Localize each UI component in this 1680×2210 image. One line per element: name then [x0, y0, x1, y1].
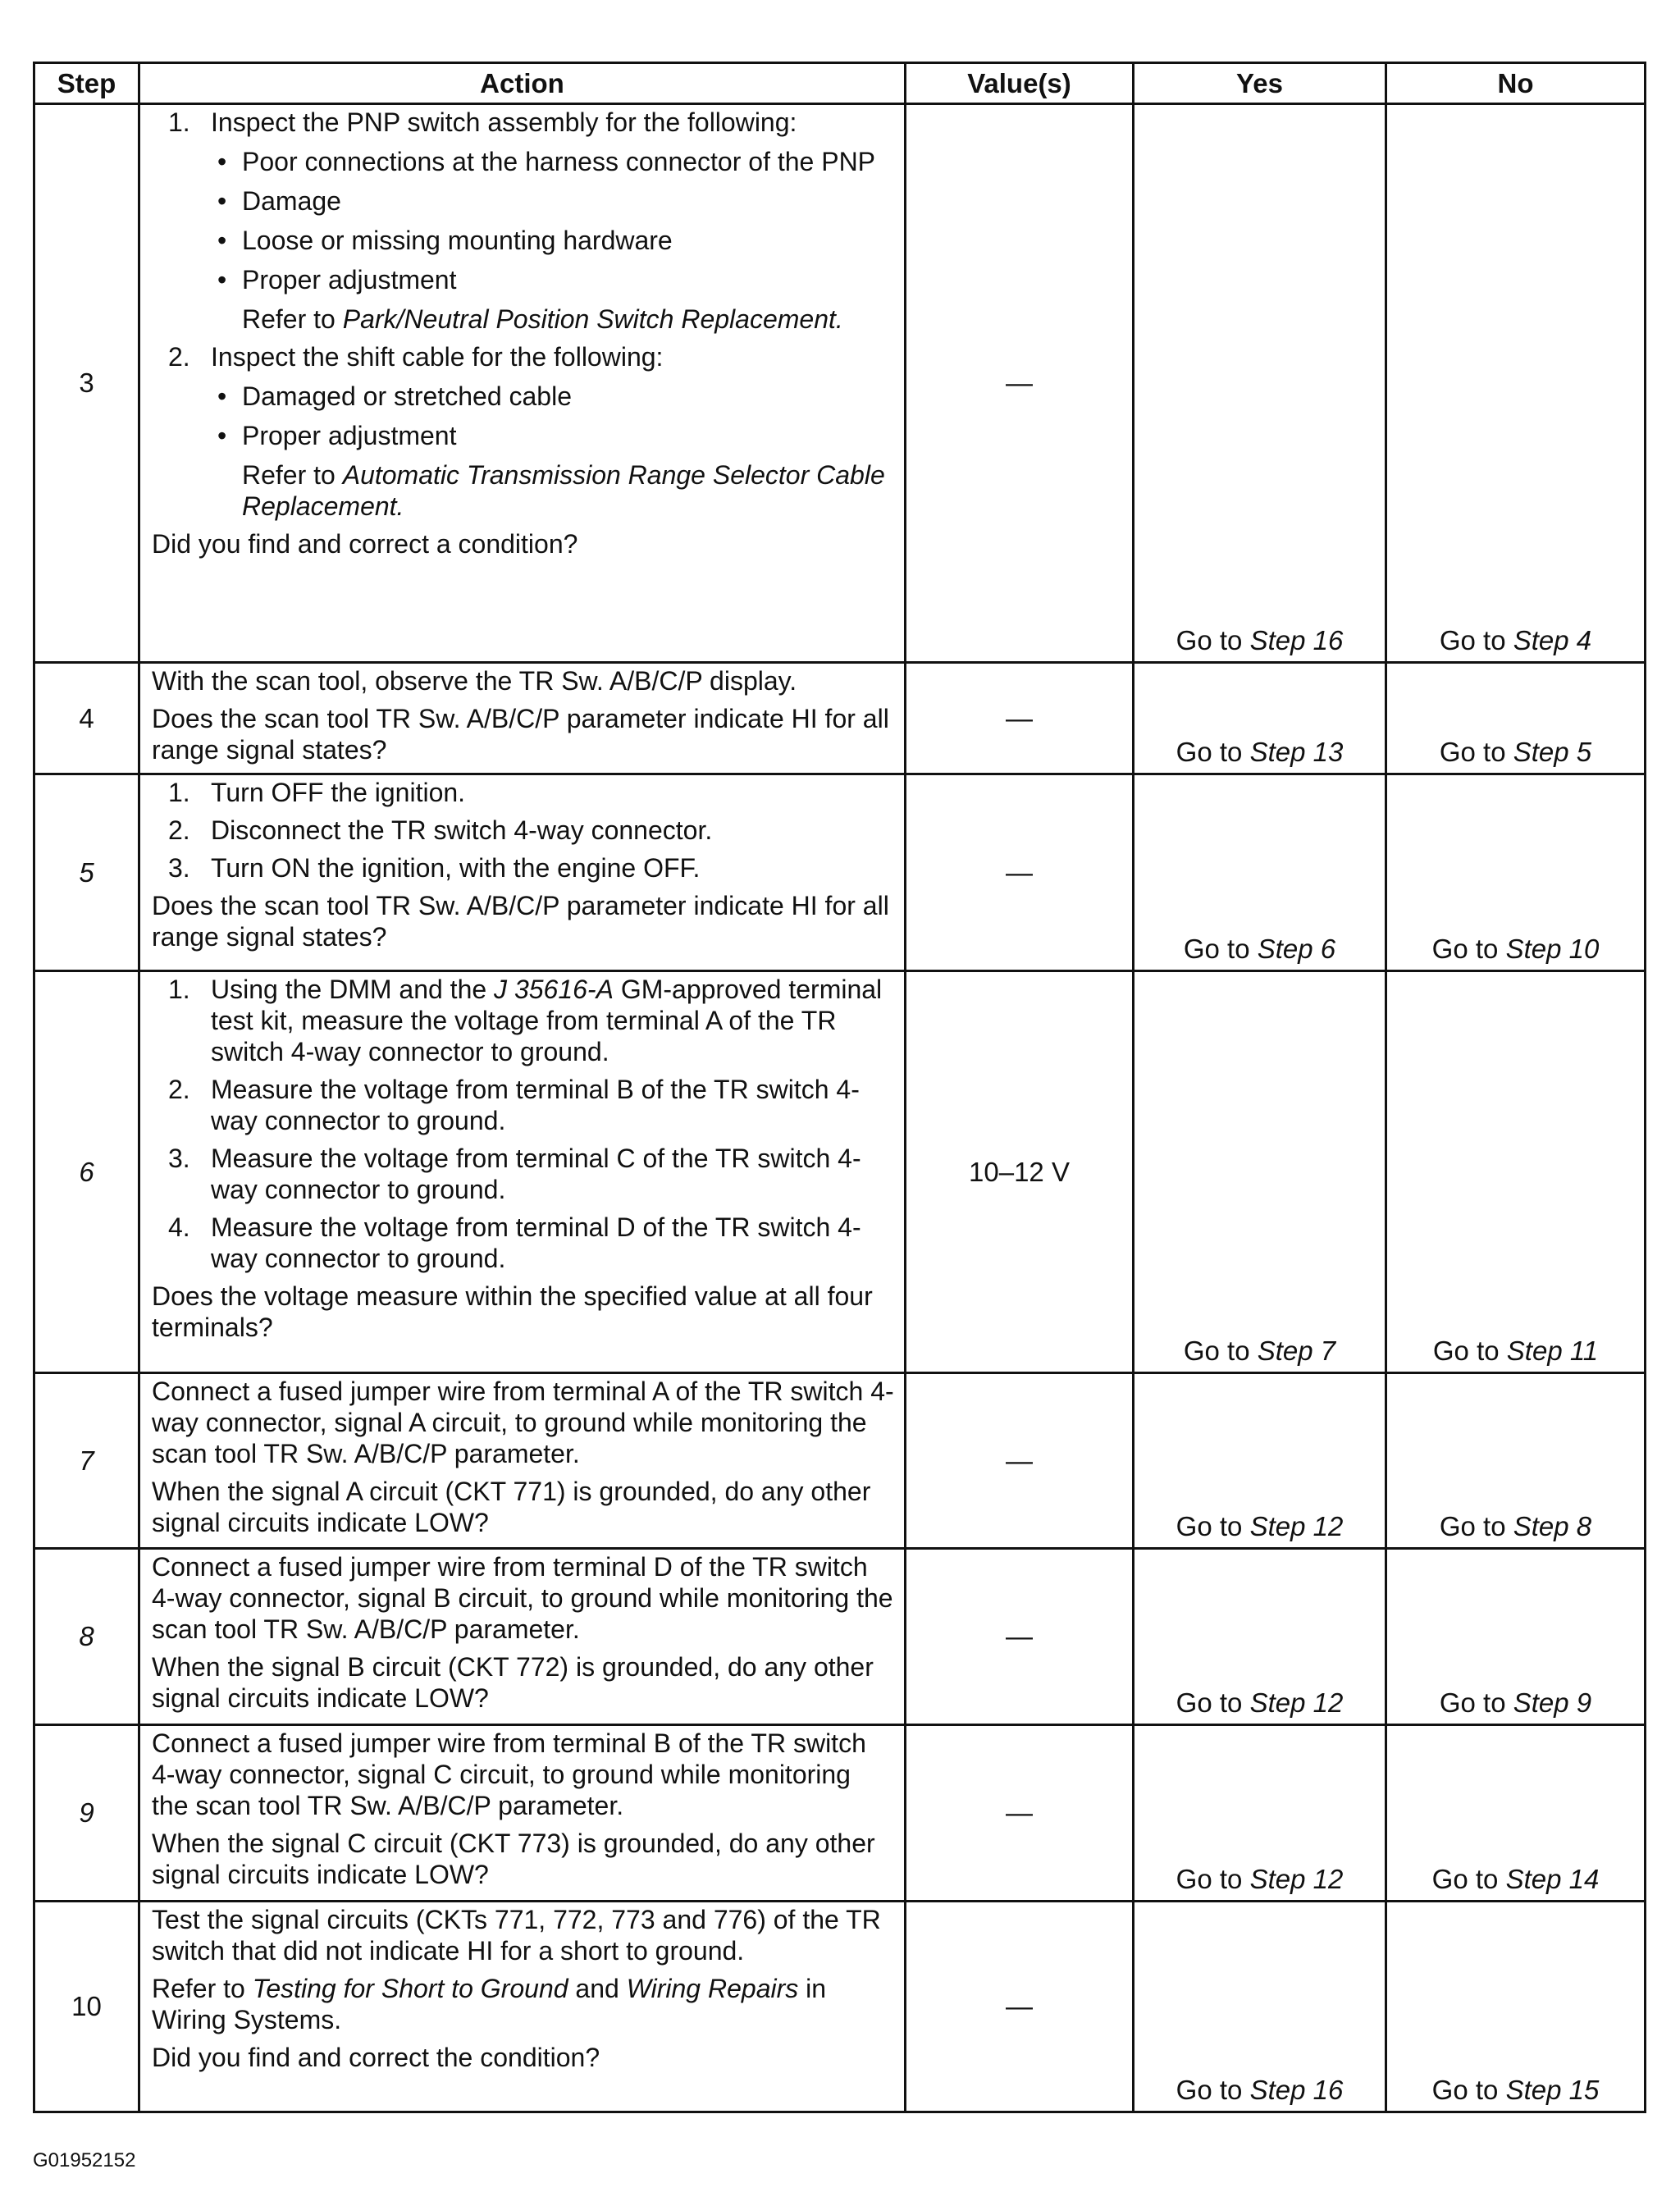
table-row [34, 1373, 1646, 1549]
action-text: Test the signal circuits (CKTs 771, 772, 773 and 776) of the TR switch that did not indicate HI for a short to ground. [152, 1905, 881, 1966]
yes-step-link: Step 12 [1249, 1687, 1344, 1718]
question-text: Does the scan tool TR Sw. A/B/C/P parameter indicate HI for all range signal states? [152, 891, 889, 952]
bullet-item: • Damage [217, 186, 341, 216]
yes-step-link: Step 7 [1257, 1336, 1336, 1366]
no-cell: Go to Step 15 [1386, 1902, 1646, 2112]
table-row [34, 1725, 1646, 1902]
yes-cell: Go to Step 16 [1134, 104, 1386, 663]
no-cell: Go to Step 5 [1386, 663, 1646, 774]
header-yes: Yes [1134, 63, 1386, 104]
value-cell: — [906, 1373, 1134, 1549]
yes-step-link: Step 12 [1249, 1864, 1344, 1894]
no-step-link: Step 10 [1505, 934, 1600, 964]
question-text: When the signal A circuit (CKT 771) is grounded, do any other signal circuits indicate LOW? [152, 1477, 871, 1537]
step-number: 5 [34, 774, 139, 971]
value-cell: — [906, 1725, 1134, 1902]
bullet-item: • Proper adjustment [217, 421, 457, 450]
step-number: 10 [34, 1902, 139, 2112]
question-text: Did you find and correct the condition? [152, 2043, 600, 2072]
numbered-item: 1. Using the DMM and the J 35616-A GM-approved terminal test kit, measure the voltage from terminal A of the TR switch 4-way connector to ground. [168, 975, 883, 1066]
numbered-item: 1. Inspect the PNP switch assembly for the following: [168, 107, 797, 137]
value-cell: — [906, 774, 1134, 971]
no-step-link: Step 4 [1513, 625, 1592, 655]
action-text: Connect a fused jumper wire from terminal A of the TR switch 4-way connector, signal A circuit, to ground while monitoring the scan tool TR Sw. A/B/C/P parameter. [152, 1377, 894, 1468]
numbered-item: 2. Inspect the shift cable for the following: [168, 342, 664, 372]
action-cell [139, 1373, 906, 1549]
yes-cell: Go to Step 7 [1134, 971, 1386, 1373]
value-cell: — [906, 1549, 1134, 1725]
reference-text: Refer to Testing for Short to Ground and Wiring Repairs in Wiring Systems. [152, 1974, 827, 2034]
yes-cell: Go to Step 12 [1134, 1373, 1386, 1549]
value-cell: 10–12 V [906, 971, 1134, 1373]
no-step-link: Step 9 [1513, 1687, 1592, 1718]
no-cell: Go to Step 14 [1386, 1725, 1646, 1902]
table-row [34, 663, 1646, 774]
value-cell: — [906, 104, 1134, 663]
yes-step-link: Step 13 [1249, 737, 1344, 767]
numbered-item: 2. Measure the voltage from terminal B of the TR switch 4-way connector to ground. [168, 1075, 860, 1135]
table-row [34, 1549, 1646, 1725]
numbered-item: 3. Measure the voltage from terminal C of the TR switch 4-way connector to ground. [168, 1144, 861, 1204]
yes-cell: Go to Step 12 [1134, 1725, 1386, 1902]
no-step-link: Step 8 [1513, 1511, 1592, 1541]
no-step-link: Step 11 [1506, 1336, 1599, 1366]
header-step: Step [34, 63, 139, 104]
action-cell [139, 1902, 906, 2112]
table-row [34, 1902, 1646, 2112]
bullet-item: • Loose or missing mounting hardware [217, 226, 673, 255]
bullet-item: • Proper adjustment [217, 265, 457, 295]
action-cell [139, 1725, 906, 1902]
yes-cell: Go to Step 6 [1134, 774, 1386, 971]
no-cell: Go to Step 8 [1386, 1373, 1646, 1549]
value-cell: — [906, 1902, 1134, 2112]
action-cell [139, 971, 906, 1373]
value-cell: — [906, 663, 1134, 774]
step-number: 3 [34, 104, 139, 663]
table-row [34, 104, 1646, 663]
step-number: 9 [34, 1725, 139, 1902]
action-cell [139, 104, 906, 663]
header-values: Value(s) [906, 63, 1134, 104]
header-action: Action [139, 63, 906, 104]
action-text: Connect a fused jumper wire from terminal B of the TR switch 4-way connector, signal C circuit, to ground while monitoring the scan tool TR Sw. A/B/C/P parameter. [152, 1728, 866, 1820]
no-step-link: Step 5 [1513, 737, 1592, 767]
numbered-item: 4. Measure the voltage from terminal D of the TR switch 4-way connector to ground. [168, 1212, 861, 1273]
reference-link: Wiring Repairs [626, 1974, 799, 2003]
yes-cell: Go to Step 16 [1134, 1902, 1386, 2112]
table-header-row [34, 63, 1646, 104]
bullet-item: • Poor connections at the harness connector of the PNP [217, 147, 876, 176]
yes-step-link: Step 12 [1249, 1511, 1344, 1541]
action-text: Connect a fused jumper wire from terminal D of the TR switch 4-way connector, signal B circuit, to ground while monitoring the scan tool TR Sw. A/B/C/P parameter. [152, 1552, 893, 1644]
action-cell [139, 663, 906, 774]
no-cell: Go to Step 4 [1386, 104, 1646, 663]
tool-reference: J 35616-A [494, 975, 614, 1004]
no-cell: Go to Step 10 [1386, 774, 1646, 971]
table-row [34, 774, 1646, 971]
header-no: No [1386, 63, 1646, 104]
action-text: With the scan tool, observe the TR Sw. A/B/C/P display. [152, 666, 797, 696]
action-cell [139, 774, 906, 971]
question-text: When the signal B circuit (CKT 772) is grounded, do any other signal circuits indicate LOW? [152, 1652, 874, 1713]
no-step-link: Step 14 [1505, 1864, 1600, 1894]
step-number: 4 [34, 663, 139, 774]
table-row [34, 971, 1646, 1373]
numbered-item: 2. Disconnect the TR switch 4-way connector. [168, 815, 713, 845]
numbered-item: 3. Turn ON the ignition, with the engine OFF. [168, 853, 701, 883]
reference-link: Automatic Transmission Range Selector Cable Replacement. [242, 460, 885, 521]
step-number: 8 [34, 1549, 139, 1725]
yes-step-link: Step 16 [1249, 2075, 1344, 2105]
action-cell [139, 1549, 906, 1725]
question-text: Did you find and correct a condition? [152, 529, 578, 559]
no-cell: Go to Step 9 [1386, 1549, 1646, 1725]
reference-link: Testing for Short to Ground [252, 1974, 568, 2003]
question-text: Does the voltage measure within the specified value at all four terminals? [152, 1281, 873, 1342]
yes-step-link: Step 6 [1257, 934, 1336, 964]
no-step-link: Step 15 [1505, 2075, 1600, 2105]
step-number: 7 [34, 1373, 139, 1549]
diagnostic-table [33, 62, 1646, 2113]
reference-text: Refer to Automatic Transmission Range Selector Cable Replacement. [242, 460, 885, 521]
reference-link: Park/Neutral Position Switch Replacement. [342, 304, 843, 334]
question-text: When the signal C circuit (CKT 773) is grounded, do any other signal circuits indicate LOW? [152, 1829, 875, 1889]
yes-cell: Go to Step 12 [1134, 1549, 1386, 1725]
question-text: Does the scan tool TR Sw. A/B/C/P parameter indicate HI for all range signal states? [152, 704, 889, 765]
figure-code: G01952152 [33, 2149, 136, 2171]
step-number: 6 [34, 971, 139, 1373]
yes-step-link: Step 16 [1249, 625, 1344, 655]
numbered-item: 1. Turn OFF the ignition. [168, 778, 466, 807]
no-cell: Go to Step 11 [1386, 971, 1646, 1373]
bullet-item: • Damaged or stretched cable [217, 381, 572, 411]
reference-text: Refer to Park/Neutral Position Switch Replacement. [242, 304, 843, 334]
yes-cell: Go to Step 13 [1134, 663, 1386, 774]
